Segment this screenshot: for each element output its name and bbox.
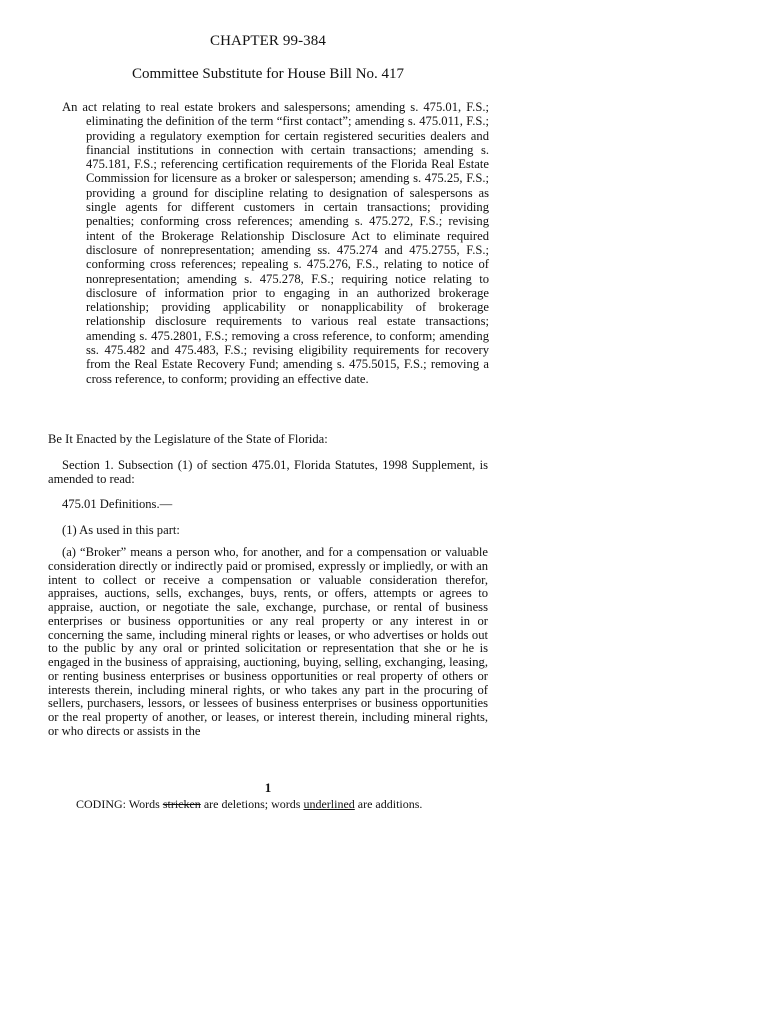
bill-title: Committee Substitute for House Bill No. 417 [131,66,405,82]
coding-underlined-example: underlined [303,797,355,811]
paragraph-a-text: (a) “Broker” means a person who, for another, and for a compensation or valuable consideration directly or indirectly paid or promised, expressly or impliedly, or with an intent to collect or receive a compensation or valuable consideration therefor, appraises, auctions, sells, exchanges, buys, rents, or offers, attempts or agrees to appraise, auction, or negotiate the sale, exchange, purchase, or rental of business enterprises or business opportunities or any real property or any interest in or concerning the same, including mineral rights or leases, or who advertises or holds out to the public by any oral or printed solicitation or representation that she or he is engaged in the business of appraising, auctioning, buying, selling, exchanging, leasing, or renting business enterprises or business opportunities or real property of others or interests therein, including mineral rights, or who takes any part in the procuring of sellers, purchasers, lessors, or lessees of business enterprises or business opportunities or the real property of another, or leases, or interest therein, including mineral rights, or who directs or assists in the [48,545,488,738]
enacting-clause: Be It Enacted by the Legislature of the State of Florida: [48,432,328,446]
definitions-heading: 475.01 Definitions.— [62,497,173,511]
coding-middle: are deletions; words [200,797,304,811]
coding-suffix: are additions. [354,797,423,811]
chapter-heading: CHAPTER 99-384 [210,33,326,49]
page-number: 1 [264,780,272,795]
coding-legend [76,797,422,812]
act-summary: An act relating to real estate brokers and salespersons; amending s. 475.01, F.S.; eliminating the definition of the term “first contact”; amending s. 475.011, F.S.; providing a regulatory exemption for certain registered securities dealers and financial institutions in connection with certain transactions; amending s. 475.181, F.S.; referencing certification requirements of the Florida Real Estate Commission for licensure as a broker or salesperson; amending s. 475.25, F.S.; providing a ground for discipline relating to designation of salespersons as single agents for different customers in certain transactions; providing penalties; conforming cross references; amending s. 475.272, F.S.; revising intent of the Brokerage Relationship Disclosure Act to eliminate required disclosure of nonrepresentation; amending ss. 475.274 and 475.2755, F.S.; conforming cross references; repealing s. 475.276, F.S., relating to notice of nonrepresentation; amending s. 475.278, F.S.; requiring notice relating to disclosure of information prior to engaging in an authorized brokerage relationship; providing applicability or nonapplicability of brokerage relationship disclosure requirements to various real estate transactions; amending s. 475.2801, F.S.; removing a cross reference, to conform; amending ss. 475.482 and 475.483, F.S.; revising eligibility requirements for recovery from the Real Estate Recovery Fund; amending s. 475.5015, F.S.; removing a cross reference, to conform; providing an effective date. [62,100,489,386]
coding-stricken-example: stricken [162,797,201,811]
section-1-text: Section 1. Subsection (1) of section 475.01, Florida Statutes, 1998 Supplement, is amended to read: [48,458,488,487]
coding-prefix: CODING: Words [76,797,163,811]
subsection-1-text: (1) As used in this part: [62,523,180,537]
